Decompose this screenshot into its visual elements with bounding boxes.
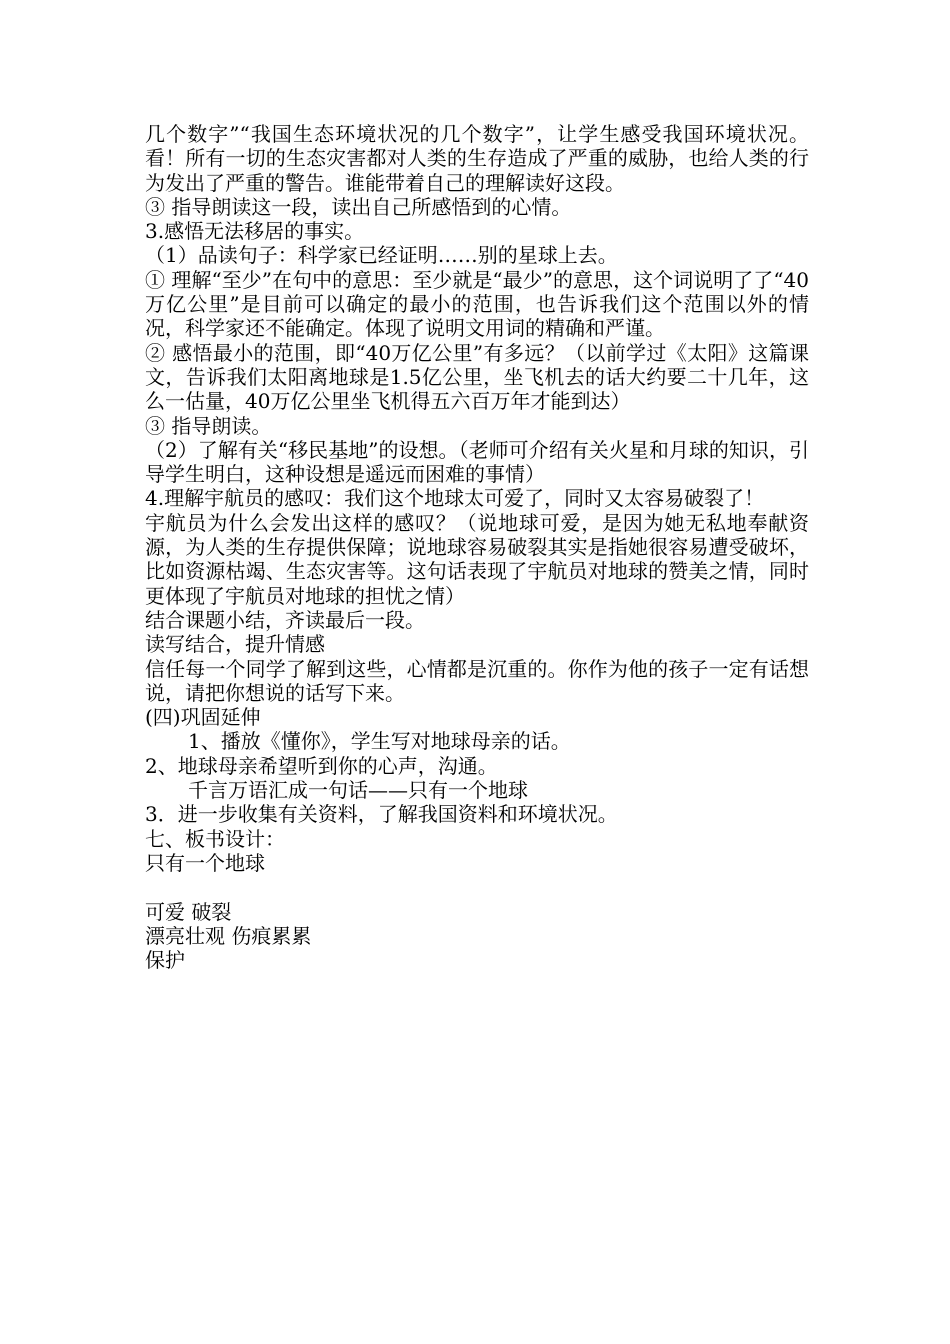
paragraph-distance: ② 感悟最小的范围，即“40万亿公里”有多远？（以前学过《太阳》这篇课文，告诉我们太阳离地球是1.5亿公里，坐飞机去的话大约要二十几年，这么一估量，40万亿公里坐飞机得五六百万年才能到达） — [145, 340, 809, 414]
list-item-3: 3．进一步收集有关资料，了解我国资料和环境状况。 — [145, 802, 618, 827]
paragraph-immigration-base: （2）了解有关“移民基地”的设想。（老师可介绍有关火星和月球的知识，引导学生明白，这种设想是遥远而困难的事情） — [145, 437, 809, 487]
paragraph-writing-task: 信任每一个同学了解到这些，心情都是沉重的。你作为他的孩子一定有话想说，请把你想说的话写下来。 — [145, 656, 809, 705]
blank-line — [145, 875, 809, 899]
list-item-2: 2、地球母亲希望听到你的心声，沟通。 — [145, 753, 498, 778]
heading-section-4: 4.理解宇航员的感叹：我们这个地球太可爱了，同时又太容易破裂了！ — [145, 486, 765, 511]
list-item-1: 1、播放《懂你》，学生写对地球母亲的话。 — [188, 729, 571, 754]
board-title: 只有一个地球 — [145, 850, 265, 875]
paragraph-astronaut: 宇航员为什么会发出这样的感叹？（说地球可爱，是因为她无私地奉献资源，为人类的生存提供保障；说地球容易破裂其实是指她很容易遭受破坏，比如资源枯竭、生态灾害等。这句话表现了宇航员对地球的赞美之情，同时更体现了宇航员对地球的担忧之情） — [145, 510, 809, 608]
paragraph-sentence-reading: （1）品读句子：科学家已经证明……别的星球上去。 — [145, 243, 618, 268]
heading-section-3: 3.感悟无法移居的事实。 — [145, 219, 365, 244]
document-page — [145, 122, 809, 972]
paragraph-zhishao: ① 理解“至少”在句中的意思：至少就是“最少”的意思，这个词说明了了“40万亿公里”是目前可以确定的最小的范围，也告诉我们这个范围以外的情况，科学家还不能确定。体现了说明文用词的精确和严谨。 — [145, 267, 809, 341]
board-line-1: 可爱 破裂 — [145, 899, 232, 924]
paragraph-one-earth: 千言万语汇成一句话——只有一个地球 — [188, 778, 528, 803]
paragraph-summary: 结合课题小结，齐读最后一段。 — [145, 607, 425, 632]
paragraph-reading-guide: ③ 指导朗读这一段，读出自己所感悟到的心情。 — [145, 194, 572, 219]
paragraph-reading-guide-2: ③ 指导朗读。 — [145, 413, 272, 438]
heading-extension: (四)巩固延伸 — [145, 705, 261, 730]
heading-read-write: 读写结合，提升情感 — [145, 632, 325, 657]
board-line-3: 保护 — [145, 948, 185, 973]
board-line-2: 漂亮壮观 伤痕累累 — [145, 923, 312, 948]
paragraph-intro: 几个数字”“我国生态环境状况的几个数字”，让学生感受我国环境状况。看！所有一切的生态灾害都对人类的生存造成了严重的威胁，也给人类的行为发出了严重的警告。谁能带着自己的理解读好这段。 — [145, 122, 809, 195]
heading-board-design: 七、板书设计： — [145, 826, 285, 851]
